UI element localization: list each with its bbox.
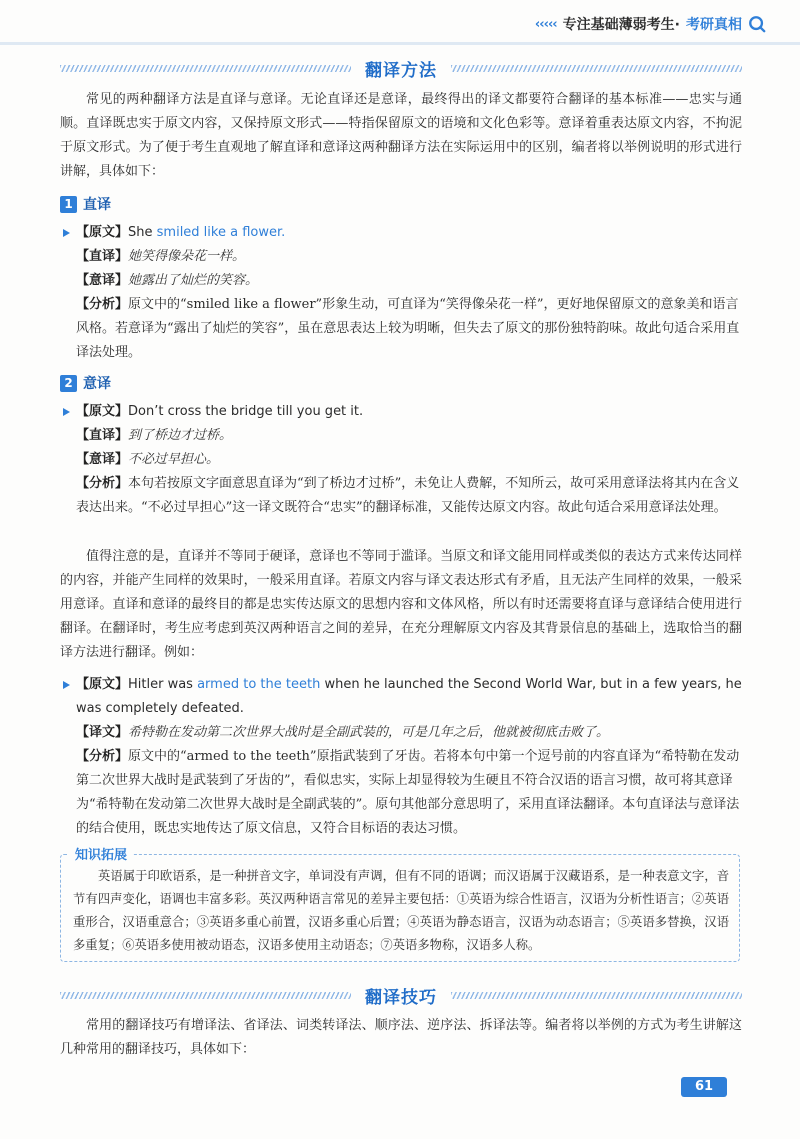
example-free <box>60 400 742 520</box>
highlight-phrase: armed to the teeth <box>197 677 321 692</box>
literal-translation-line: 【直译】到了桥边才过桥。 <box>76 428 233 443</box>
subsection-number: 1 <box>60 196 77 213</box>
subsection-title: 意译 <box>83 376 111 392</box>
header-rule <box>0 42 800 45</box>
free-translation-line: 【意译】不必过早担心。 <box>76 452 220 467</box>
original-line: 【原文】Don’t cross the bridge till you get it. <box>60 400 742 424</box>
subsection-title: 直译 <box>83 197 111 213</box>
techniques-paragraph: 常用的翻译技巧有增译法、省译法、词类转译法、顺序法、逆序法、拆译法等。编者将以举例的方式为考生讲解这几种常用的翻译技巧，具体如下： <box>60 1018 742 1057</box>
note-paragraph: 值得注意的是，直译并不等同于硬译，意译也不等同于滥译。当原文和译文能用同样或类似的表达方式来传达同样的内容，并能产生同样的效果时，一般采用直译。若原文内容与译文表达形式有矛盾，且无法产生同样的效果，一般采用意译。直译和意译的最终目的都是忠实传达原文的思想内容和文体风格，所以有时还需要将直译与意译结合使用进行翻译。在翻译时，考生应考虑到英汉两种语言之间的差异，在充分理解原文内容及其背景信息的基础上，选取恰当的翻译方法进行翻译。例如： <box>60 549 742 660</box>
section-title: 翻译技巧 <box>365 987 437 1008</box>
subsection-heading <box>60 373 111 393</box>
subsection-number: 2 <box>60 375 77 392</box>
section-title: 翻译方法 <box>365 60 437 81</box>
literal-translation-line: 【直译】她笑得像朵花一样。 <box>76 249 246 264</box>
hatch-decoration <box>60 992 351 999</box>
analysis-line: 【分析】本句若按原文字面意思直译为“到了桥边才过桥”，未免让人费解，不知所云，故可采用意译法将其内在含义表达出来。“不必过早担心”这一译文既符合“忠实”的翻译标准，又能传达原文内容。故此句适合采用意译法处理。 <box>76 476 740 515</box>
hatch-decoration <box>451 992 742 999</box>
analysis-line: 【分析】原文中的“smiled like a flower”形象生动，可直译为“笑得像朵花一样”，更好地保留原文的意象美和语言风格。若意译为“露出了灿烂的笑容”，虽在意思表达上较为明晰，但失去了原文的那份独特韵味。故此句适合采用直译法处理。 <box>76 297 740 360</box>
knowledge-label: 知识拓展 <box>69 844 133 863</box>
hatch-decoration <box>60 65 351 72</box>
original-line: 【原文】Hitler was armed to the teeth when he launched the Second World War, but in a few years, he was completely defeated. <box>60 673 742 721</box>
original-line: 【原文】She smiled like a flower. <box>60 221 742 245</box>
page-number: 61 <box>681 1077 727 1097</box>
subsection-heading <box>60 194 111 214</box>
knowledge-text: 英语属于印欧语系，是一种拼音文字，单词没有声调，但有不同的语调；而汉语属于汉藏语系，是一种表意文字，音节有四声变化，语调也丰富多彩。英汉两种语言常见的差异主要包括：①英语为综合性语言，汉语为分析性语言；②英语重形合，汉语重意合；③英语多重心前置，汉语多重心后置；④英语为静态语言，汉语为动态语言；⑤英语多替换，汉语多重复；⑥英语多使用被动语态，汉语多使用主动语态；⑦英语多物称，汉语多人称。 <box>73 869 729 952</box>
example-literal <box>60 221 742 365</box>
section-title-bar <box>60 55 742 81</box>
header-tagline: 专注基础薄弱考生· <box>562 17 680 33</box>
intro-paragraph: 常见的两种翻译方法是直译与意译。无论直译还是意译，最终得出的译文都要符合翻译的基本标准——忠实与通顺。直译既忠实于原文内容，又保持原文形式——特指保留原文的语境和文化色彩等。意译着重表达原文内容，不拘泥于原文形式。为了便于考生直观地了解直译和意译这两种翻译方法在实际运用中的区别，编者将以举例说明的形式进行讲解，具体如下： <box>60 92 742 179</box>
knowledge-box <box>60 848 740 962</box>
section-title-bar <box>60 982 742 1008</box>
search-q-icon <box>748 15 766 33</box>
highlight-phrase: smiled like a flower. <box>156 225 286 240</box>
page-header <box>535 14 766 34</box>
example-combined <box>60 673 742 841</box>
hatch-decoration <box>451 65 742 72</box>
arrows-decoration: ‹‹‹‹‹ <box>534 16 557 32</box>
analysis-line: 【分析】原文中的“armed to the teeth”原指武装到了牙齿。若将本句中第一个逗号前的内容直译为“希特勒在发动第二次世界大战时是武装到了牙齿的”，看似忠实，实际上却显得较为生硬且不符合汉语的语言习惯，故可将其意译为“希特勒在发动第二次世界大战时是全副武装的”。原句其他部分意思明了，采用直译法翻译。本句直译法与意译法的结合使用，既忠实地传达了原文信息，又符合目标语的表达习惯。 <box>76 749 740 836</box>
free-translation-line: 【意译】她露出了灿烂的笑容。 <box>76 273 259 288</box>
translation-line: 【译文】希特勒在发动第二次世界大战时是全副武装的，可是几年之后，他就被彻底击败了。 <box>76 725 610 740</box>
header-brand: 考研真相 <box>686 17 742 33</box>
